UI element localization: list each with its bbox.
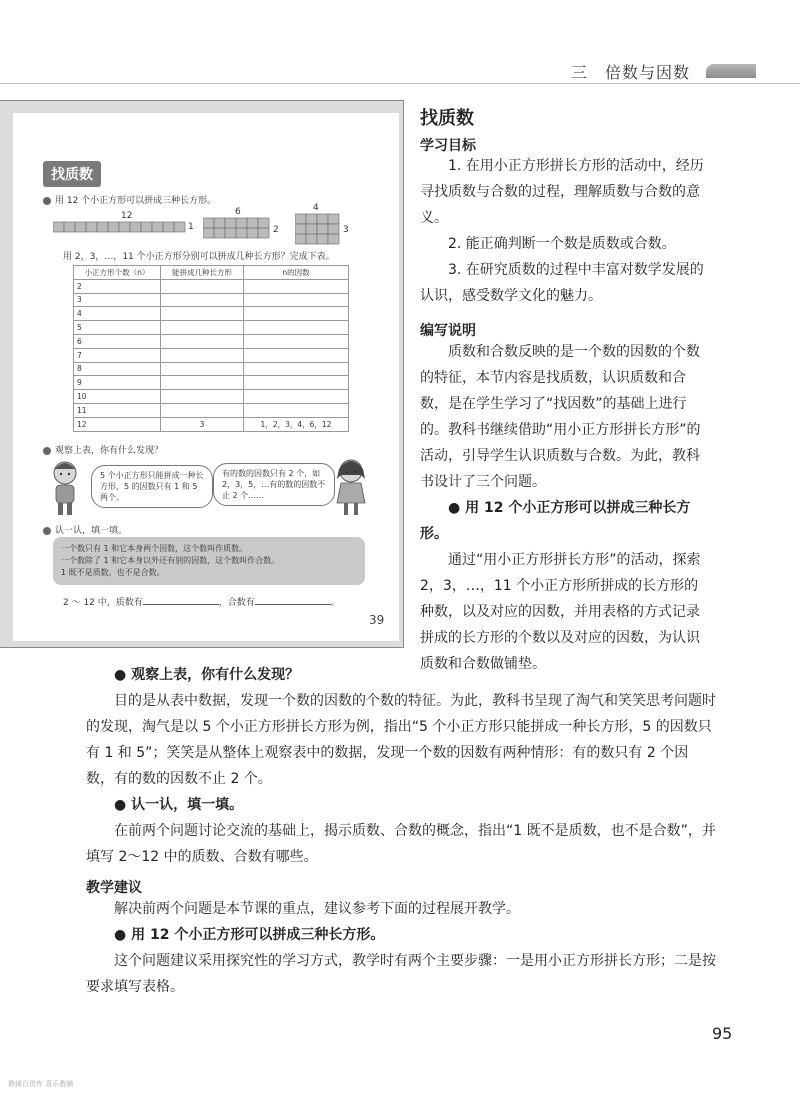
- table-row: [74, 279, 349, 293]
- table-cell: [244, 279, 349, 293]
- bullet-1: ● 用 12 个小正方形可以拼成三种长方形。: [420, 500, 691, 542]
- definition-box: [53, 537, 365, 585]
- body-paragraph-2: 在前两个问题讨论交流的基础上，揭示质数、合数的概念，指出“1 既不是质数，也不是合数”，并填写 2～12 中的质数、合数有哪些。: [86, 823, 716, 865]
- table-row: [74, 307, 349, 321]
- fill-text-c: 。: [330, 598, 340, 608]
- textbook-page-image: [0, 100, 404, 648]
- table-cell: [161, 321, 244, 335]
- watermark: 教辅百货库 喜乐教辅: [8, 1080, 74, 1088]
- textbook-page-number: 39: [369, 613, 385, 627]
- page-number: 95: [712, 1024, 733, 1043]
- table-cell: 9: [74, 376, 161, 390]
- header-tab-decoration: [706, 64, 756, 78]
- header-rule: [0, 83, 800, 84]
- question-1: [43, 193, 216, 206]
- chapter-header: 三 倍数与因数: [570, 63, 690, 82]
- factor-table: [73, 265, 349, 432]
- bullet-2: ● 观察上表，你有什么发现？: [114, 667, 300, 683]
- notes-heading: 编写说明: [420, 323, 476, 339]
- table-header: 小正方形个数（n）: [74, 266, 161, 280]
- definition-composite: 一个数除了 1 和它本身以外还有别的因数，这个数叫作合数。: [61, 556, 280, 565]
- table-row: [74, 348, 349, 362]
- table-cell: [244, 403, 349, 417]
- table-row: [74, 417, 349, 431]
- question-2-text: 观察上表，你有什么发现？: [55, 446, 164, 456]
- girl-character-icon: [331, 455, 371, 517]
- boy-character-icon: [47, 459, 83, 517]
- notes-section: [420, 339, 708, 677]
- table-cell: 10: [74, 390, 161, 404]
- rect1-top-label: 12: [121, 211, 133, 221]
- definition-one: 1 既不是质数，也不是合数。: [61, 568, 165, 577]
- table-cell: [161, 362, 244, 376]
- advice-paragraph-1: 解决前两个问题是本节课的重点，建议参考下面的过程展开教学。: [114, 901, 520, 917]
- table-header: 能拼成几种长方形: [161, 266, 244, 280]
- table-row: [74, 321, 349, 335]
- table-row: [74, 334, 349, 348]
- rect3-top-label: 4: [313, 203, 319, 213]
- table-cell: 1，2，3，4，6，12: [244, 417, 349, 431]
- table-cell: 2: [74, 279, 161, 293]
- table-cell: [244, 376, 349, 390]
- body-paragraph-1: 目的是从表中数据，发现一个数的因数的个数的特征。为此，教科书呈现了淘气和笑笑思考问题时的发现，淘气是以 5 个小正方形拼长方形为例，指出“5 个小正方形只能拼成一种长方形，5 的因数只有 1 和 5”；笑笑是从整体上观察表中的数据，发现一个数的因数有两种情形：有的数只有 2 个因数，有的数的因数不止 2 个。: [86, 693, 716, 787]
- rect3-side-label: 3: [343, 225, 349, 235]
- table-cell: [244, 390, 349, 404]
- notes-paragraph-1: 质数和合数反映的是一个数的因数的个数的特征，本节内容是找质数，认识质数和合数，是在学生学习了“找因数”的基础上进行的。教科书继续借助“用小正方形拼长方形”的活动，引导学生认识质数与合数。为此，教科书设计了三个问题。: [420, 344, 701, 490]
- rect2-top-label: 6: [235, 207, 241, 217]
- table-row: [74, 376, 349, 390]
- table-cell: [244, 293, 349, 307]
- table-row: [74, 362, 349, 376]
- table-header-row: [74, 266, 349, 280]
- blank-composites: [255, 604, 331, 605]
- body-section: [86, 662, 716, 870]
- question-3: [43, 523, 127, 536]
- table-cell: [161, 307, 244, 321]
- bullet-dot-icon: [43, 197, 51, 205]
- table-cell: 12: [74, 417, 161, 431]
- table-cell: 5: [74, 321, 161, 335]
- table-cell: [161, 348, 244, 362]
- rect-6x2-icon: [203, 217, 271, 239]
- table-cell: 6: [74, 334, 161, 348]
- table-row: [74, 403, 349, 417]
- rect1-side-label: 1: [188, 222, 194, 232]
- goal-1: 1. 在用小正方形拼长方形的活动中，经历寻找质数与合数的过程，理解质数与合数的意义。: [420, 158, 704, 226]
- fill-text-b: ，合数有: [218, 598, 255, 608]
- rect-4x3-icon: [295, 213, 341, 245]
- rect-12x1-icon: [53, 221, 193, 233]
- question-1-text: 用 12 个小正方形可以拼成三种长方形。: [55, 196, 217, 206]
- table-row: [74, 390, 349, 404]
- table-cell: [244, 334, 349, 348]
- rect2-side-label: 2: [273, 225, 279, 235]
- table-cell: [244, 348, 349, 362]
- table-cell: 8: [74, 362, 161, 376]
- table-cell: [161, 376, 244, 390]
- textbook-title: 找质数: [43, 161, 101, 187]
- question-2: [43, 443, 163, 456]
- table-cell: 3: [161, 417, 244, 431]
- fill-in-line: [63, 595, 340, 608]
- table-cell: 3: [74, 293, 161, 307]
- table-cell: [161, 279, 244, 293]
- notes-paragraph-2: 通过“用小正方形拼长方形”的活动，探索 2，3，…，11 个小正方形所拼成的长方形的种数，以及对应的因数，并用表格的方式记录拼成的长方形的个数以及对应的因数，为认识质数和合数做铺垫。: [420, 552, 701, 672]
- question-1b: 用 2，3，…，11 个小正方形分别可以拼成几种长方形？完成下表。: [63, 252, 335, 262]
- table-cell: [161, 403, 244, 417]
- table-row: [74, 293, 349, 307]
- bullet-3: ● 认一认，填一填。: [114, 797, 244, 813]
- goal-3: 3. 在研究质数的过程中丰富对数学发展的认识，感受数学文化的魅力。: [420, 262, 704, 304]
- bullet-dot-icon: [43, 447, 51, 455]
- table-cell: [244, 362, 349, 376]
- bullet-4: ● 用 12 个小正方形可以拼成三种长方形。: [114, 927, 385, 943]
- bullet-dot-icon: [43, 527, 51, 535]
- goals-list: [420, 153, 708, 309]
- question-3-text: 认一认，填一填。: [55, 526, 128, 536]
- advice-heading: 教学建议: [86, 880, 142, 896]
- section-title: 找质数: [420, 108, 474, 129]
- speech-bubble-right: 有的数的因数只有 2 个，如 2，3，5，…有的数的因数不止 2 个……: [213, 463, 335, 506]
- definition-prime: 一个数只有 1 和它本身两个因数，这个数叫作质数。: [61, 544, 248, 553]
- fill-text-a: 2 ～ 12 中，质数有: [63, 598, 143, 608]
- table-cell: [161, 390, 244, 404]
- table-cell: 4: [74, 307, 161, 321]
- speech-bubble-left: 5 个小正方形只能拼成一种长方形，5 的因数只有 1 和 5 两个。: [91, 465, 213, 508]
- goals-heading: 学习目标: [420, 138, 476, 154]
- table-cell: [161, 334, 244, 348]
- goal-2: 2. 能正确判断一个数是质数或合数。: [448, 236, 676, 252]
- table-cell: 7: [74, 348, 161, 362]
- table-cell: [161, 293, 244, 307]
- textbook-page-inner: [13, 113, 399, 641]
- advice-section: [86, 896, 716, 1000]
- advice-paragraph-2: 这个问题建议采用探究性的学习方式，教学时有两个主要步骤：一是用小正方形拼长方形；二是按要求填写表格。: [86, 953, 716, 995]
- blank-primes: [143, 604, 219, 605]
- table-cell: [244, 307, 349, 321]
- table-cell: [244, 321, 349, 335]
- table-cell: 11: [74, 403, 161, 417]
- table-header: n的因数: [244, 266, 349, 280]
